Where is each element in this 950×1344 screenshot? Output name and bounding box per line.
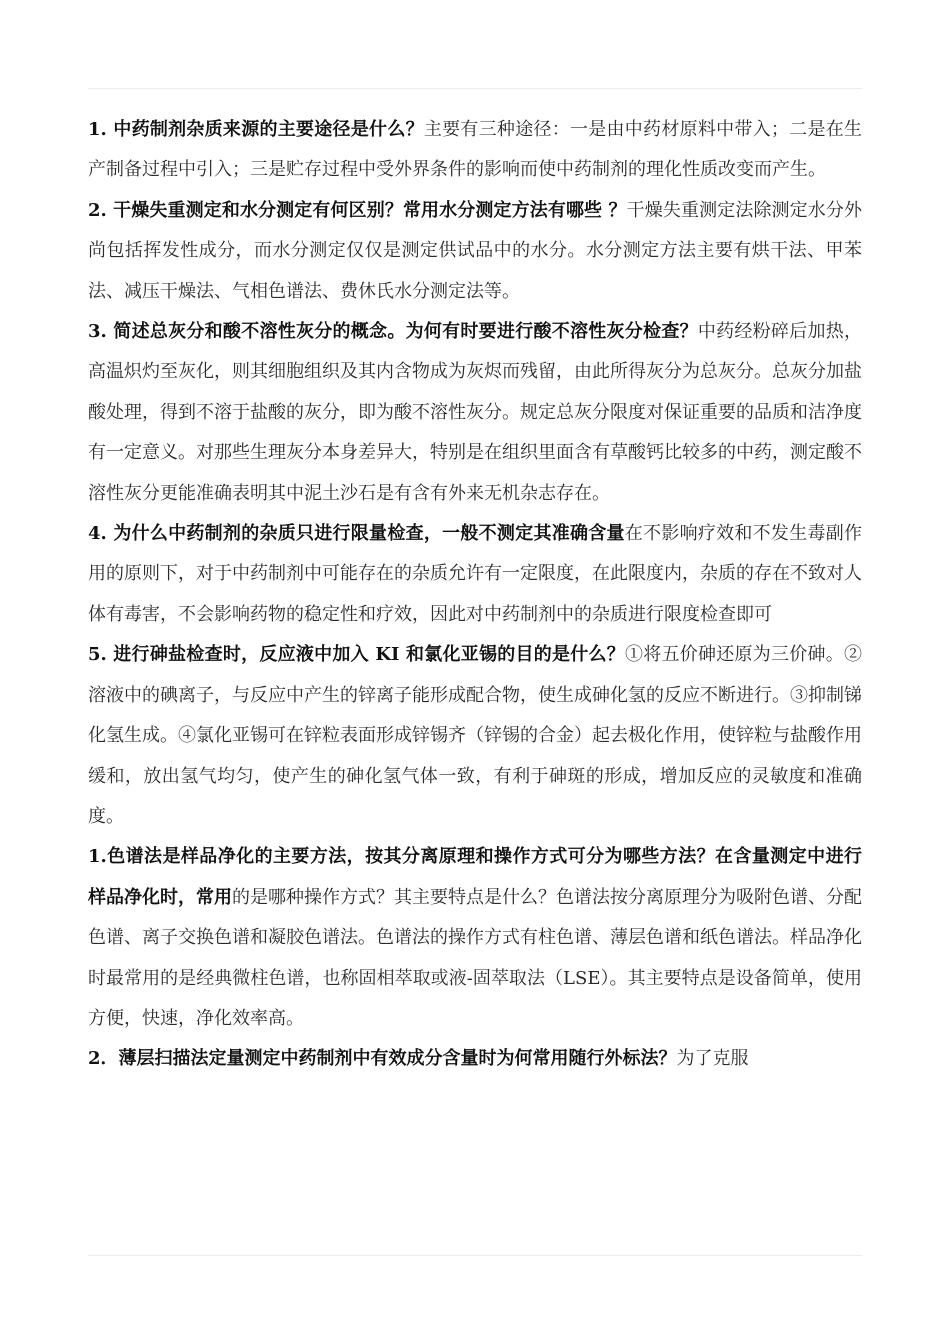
- answer-text: 的是哪种操作方式？其主要特点是什么？色谱法按分离原理分为吸附色谱、分配色谱、离子交换色谱和凝胶色谱法。色谱法的操作方式有柱色谱、薄层色谱和纸色谱法。样品净化时最常用的是经典微柱色谱，也称固相萃取或液-固萃取法（LSE）。其主要特点是设备简单，使用方便，快速，净化效率高。: [88, 886, 862, 1029]
- answer-text: 主要有三种途径：一是由中药材原料中带入；二是在生产制备过程中引入；三是贮存过程中受外界条件的影响而使中药制剂的理化性质改变而产生。: [88, 119, 862, 181]
- question-text: 1.色谱法是样品净化的主要方法，按其分离原理和操作方式可分为哪些方法？在含量测定中进行样品净化时，常用: [88, 846, 862, 908]
- answer-text: 为了克服: [676, 1048, 749, 1070]
- question-text: 3. 简述总灰分和酸不溶性灰分的概念。为何有时要进行酸不溶性灰分检查？: [88, 321, 698, 343]
- answer-text: ①将五价砷还原为三价砷。②溶液中的碘离子，与反应中产生的锌离子能形成配合物，使生成砷化氢的反应不断进行。③抑制锑化氢生成。④氯化亚锡可在锌粒表面形成锌锡齐（锌锡的合金）起去极化作用，使锌粒与盐酸作用缓和，放出氢气均匀，使产生的砷化氢气体一致，有利于砷斑的形成，增加反应的灵敏度和准确度。: [88, 644, 862, 827]
- footer-divider: [88, 1255, 862, 1256]
- qa-paragraph-2: [88, 191, 862, 312]
- qa-paragraph-6: [88, 837, 862, 1039]
- question-text: 2．薄层扫描法定量测定中药制剂中有效成分含量时为何常用随行外标法？: [88, 1048, 677, 1070]
- question-text: 2. 干燥失重测定和水分测定有何区别？常用水分测定方法有哪些 ？: [88, 199, 627, 221]
- answer-text: 干燥失重测定法除测定水分外尚包括挥发性成分，而水分测定仅仅是测定供试品中的水分。水分测定方法主要有烘干法、甲苯法、减压干燥法、气相色谱法、费休氏水分测定法等。: [88, 199, 863, 302]
- header-divider: [88, 88, 862, 89]
- qa-paragraph-3: [88, 312, 862, 514]
- document-body: [88, 110, 862, 1080]
- question-text: 4. 为什么中药制剂的杂质只进行限量检查，一般不测定其准确含量: [88, 523, 625, 545]
- answer-text: 在不影响疗效和不发生毒副作用的原则下，对于中药制剂中可能存在的杂质允许有一定限度，在此限度内，杂质的存在不致对人体有毒害，不会影响药物的稳定性和疗效，因此对中药制剂中的杂质进行限度检查即可: [88, 523, 862, 625]
- qa-paragraph-4: [88, 514, 862, 635]
- qa-paragraph-5: [88, 635, 862, 837]
- qa-paragraph-1: [88, 110, 862, 191]
- qa-paragraph-7: [88, 1039, 862, 1079]
- question-text: 5. 进行砷盐检查时，反应液中加入 KI 和氯化亚锡的目的是什么？: [88, 644, 625, 666]
- question-text: 1. 中药制剂杂质来源的主要途径是什么？: [88, 119, 424, 140]
- answer-text: 中药经粉碎后加热，高温炽灼至灰化，则其细胞组织及其内含物成为灰烬而残留，由此所得灰分为总灰分。总灰分加盐酸处理，得到不溶于盐酸的灰分，即为酸不溶性灰分。规定总灰分限度对保证重要的品质和洁净度有一定意义。对那些生理灰分本身差异大，特别是在组织里面含有草酸钙比较多的中药，测定酸不溶性灰分更能准确表明其中泥土沙石是有含有外来无机杂志存在。: [88, 321, 862, 504]
